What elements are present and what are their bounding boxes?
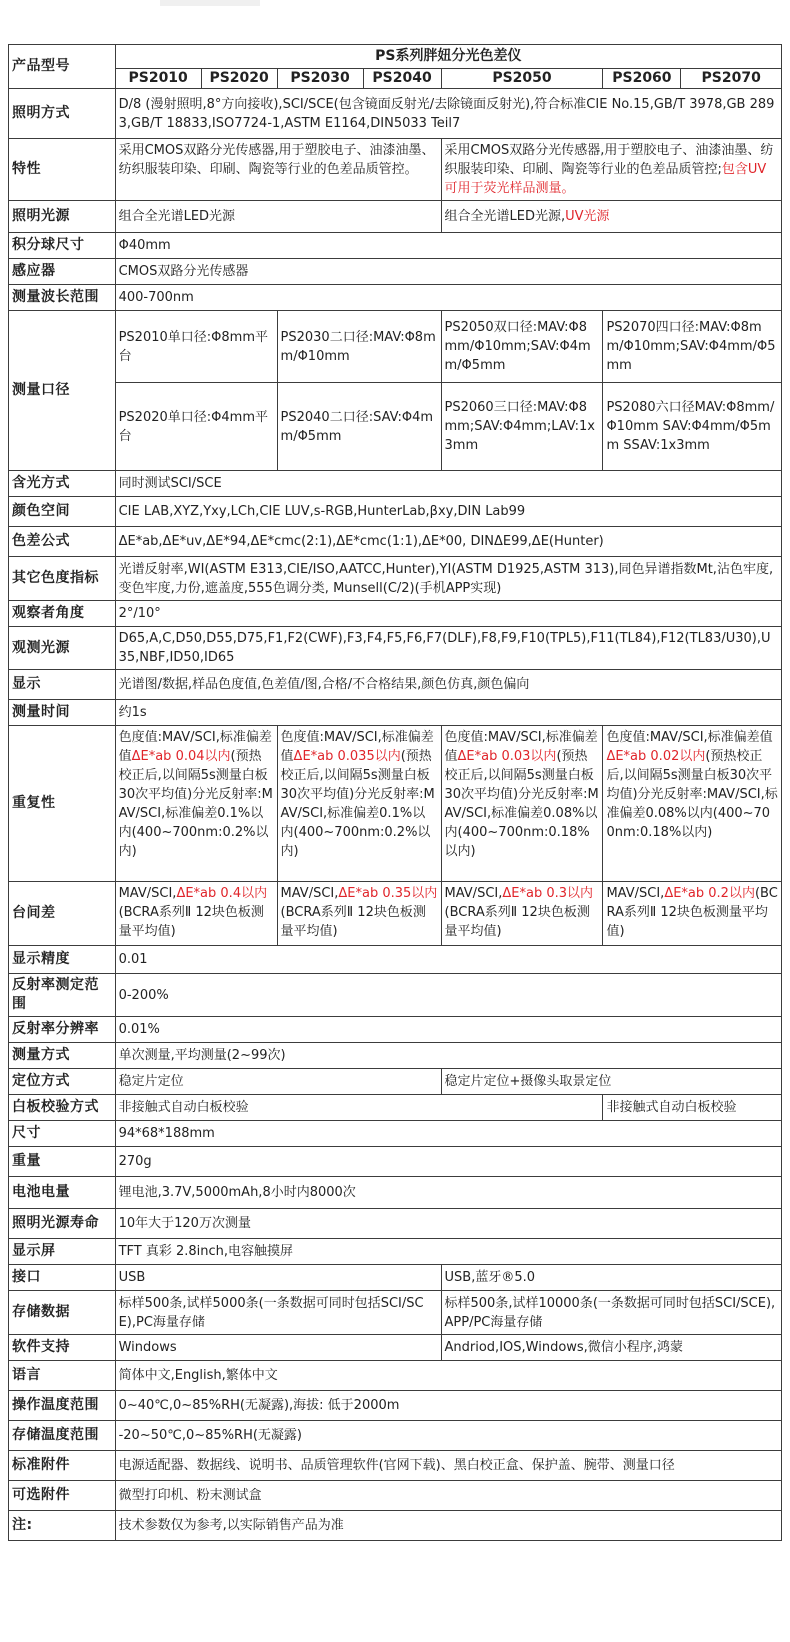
battery-label: 电池电量 xyxy=(9,1177,116,1209)
repeat-col1 xyxy=(115,726,277,882)
display-label: 显示 xyxy=(9,670,116,700)
refl-range-label: 反射率测定范围 xyxy=(9,974,116,1017)
feature-right-highlight: 包含UV可用于荧光样品测量。 xyxy=(444,162,767,196)
repeat-col3-pre: 色度值:MAV/SCI,标准偏差值 xyxy=(444,730,598,764)
feature-right xyxy=(441,139,781,201)
inter-col4-red: ΔE*ab 0.2以内 xyxy=(664,886,755,901)
sensor-value: CMOS双路分光传感器 xyxy=(115,259,781,285)
observer-label: 观察者角度 xyxy=(9,601,116,627)
note-value: 技术参数仅为参考,以实际销售产品为准 xyxy=(115,1511,781,1541)
aperture-ps2080: PS2080六口径MAV:Φ8mm/Φ10mm SAV:Φ4mm/Φ5mm SSAV:1x3mm xyxy=(603,383,782,471)
white-cal-label: 白板校验方式 xyxy=(9,1095,116,1121)
aperture-ps2020: PS2020单口径:Φ4mm平台 xyxy=(115,383,277,471)
light-mode-value: 同时测试SCI/SCE xyxy=(115,471,781,497)
aperture-label: 测量口径 xyxy=(9,311,116,471)
note-label: 注: xyxy=(9,1511,116,1541)
mode-value: 单次测量,平均测量(2~99次) xyxy=(115,1043,781,1069)
inter-col3-pre: MAV/SCI, xyxy=(444,886,503,901)
white-cal-right: 非接触式自动白板校验 xyxy=(603,1095,782,1121)
model-ps2070: PS2070 xyxy=(681,69,782,89)
repeat-col1-pre: 色度值:MAV/SCI,标准偏差值 xyxy=(118,730,272,764)
repeat-col4-pre: 色度值:MAV/SCI,标准偏差值 xyxy=(606,730,773,745)
model-ps2010: PS2010 xyxy=(115,69,201,89)
refl-res-value: 0.01% xyxy=(115,1017,781,1043)
std-acc-value: 电源适配器、数据线、说明书、品质管理软件(官网下载)、黑白校正盒、保护盖、腕带、测量口径 xyxy=(115,1451,781,1481)
other-value: 光谱反射率,WI(ASTM E313,CIE/ISO,AATCC,Hunter),YI(ASTM D1925,ASTM 313),同色异谱指数Mt,沾色牢度,变色牢度,力份,遮盖度,555色调分类, Munsell(C/2)(手机APP实现) xyxy=(115,557,781,601)
aperture-ps2010: PS2010单口径:Φ8mm平台 xyxy=(115,311,277,383)
op-temp-value: 0~40℃,0~85%RH(无凝露),海拔: 低于2000m xyxy=(115,1391,781,1421)
repeat-col2 xyxy=(277,726,441,882)
inter-col1-pre: MAV/SCI, xyxy=(118,886,177,901)
illuminant-label: 观测光源 xyxy=(9,627,116,670)
interface-label: 接口 xyxy=(9,1265,116,1291)
repeat-col2-red: ΔE*ab 0.035以内 xyxy=(293,749,401,764)
screen-label: 显示屏 xyxy=(9,1239,116,1265)
aperture-ps2060: PS2060三口径:MAV:Φ8mm;SAV:Φ4mm;LAV:1x3mm xyxy=(441,383,603,471)
position-right: 稳定片定位+摄像头取景定位 xyxy=(441,1069,781,1095)
precision-value: 0.01 xyxy=(115,946,781,974)
repeat-label: 重复性 xyxy=(9,726,116,882)
top-fragment xyxy=(160,0,260,6)
inter-col2-post: (BCRA系列Ⅱ 12块色板测量平均值) xyxy=(280,905,426,939)
light-source-right-text: 组合全光谱LED光源, xyxy=(444,209,566,224)
refl-res-label: 反射率分辨率 xyxy=(9,1017,116,1043)
display-value: 光谱图/数据,样品色度值,色差值/图,合格/不合格结果,颜色仿真,颜色偏向 xyxy=(115,670,781,700)
table-title: PS系列胖妞分光色差仪 xyxy=(115,45,781,69)
observer-value: 2°/10° xyxy=(115,601,781,627)
time-value: 约1s xyxy=(115,700,781,726)
model-ps2050: PS2050 xyxy=(441,69,603,89)
opt-acc-value: 微型打印机、粉末测试盒 xyxy=(115,1481,781,1511)
interface-left: USB xyxy=(115,1265,441,1291)
inter-label: 台间差 xyxy=(9,882,116,946)
inter-col1 xyxy=(115,882,277,946)
sphere-value: Φ40mm xyxy=(115,233,781,259)
screen-value: TFT 真彩 2.8inch,电容触摸屏 xyxy=(115,1239,781,1265)
lamp-life-value: 10年大于120万次测量 xyxy=(115,1209,781,1239)
model-ps2030: PS2030 xyxy=(277,69,363,89)
op-temp-label: 操作温度范围 xyxy=(9,1391,116,1421)
storage-right: 标样500条,试样10000条(一条数据可同时包括SCI/SCE),APP/PC海量存储 xyxy=(441,1291,781,1335)
light-source-left: 组合全光谱LED光源 xyxy=(115,201,441,233)
repeat-col4-red: ΔE*ab 0.02以内 xyxy=(606,749,706,764)
formula-value: ΔE*ab,ΔE*uv,ΔE*94,ΔE*cmc(2:1),ΔE*cmc(1:1),ΔE*00, DINΔE99,ΔE(Hunter) xyxy=(115,527,781,557)
formula-label: 色差公式 xyxy=(9,527,116,557)
aperture-ps2040: PS2040二口径:SAV:Φ4mm/Φ5mm xyxy=(277,383,441,471)
storage-left: 标样500条,试样5000条(一条数据可同时包括SCI/SCE),PC海量存储 xyxy=(115,1291,441,1335)
software-right: Andriod,IOS,Windows,微信小程序,鸿蒙 xyxy=(441,1335,781,1361)
precision-label: 显示精度 xyxy=(9,946,116,974)
inter-col4-post: (BCRA系列Ⅱ 12块色板测量平均值) xyxy=(606,886,778,939)
repeat-col1-post: (预热校正后,以间隔5s测量白板30次平均值)分光反射率:MAV/SCI,标准偏差0.1%以内(400~700nm:0.2%以内) xyxy=(118,749,273,859)
store-temp-value: -20~50℃,0~85%RH(无凝露) xyxy=(115,1421,781,1451)
color-space-label: 颜色空间 xyxy=(9,497,116,527)
battery-value: 锂电池,3.7V,5000mAh,8小时内8000次 xyxy=(115,1177,781,1209)
mode-label: 测量方式 xyxy=(9,1043,116,1069)
other-label: 其它色度指标 xyxy=(9,557,116,601)
interface-right: USB,蓝牙®5.0 xyxy=(441,1265,781,1291)
opt-acc-label: 可选附件 xyxy=(9,1481,116,1511)
light-mode-label: 含光方式 xyxy=(9,471,116,497)
inter-col1-post: (BCRA系列Ⅱ 12块色板测量平均值) xyxy=(118,905,264,939)
language-label: 语言 xyxy=(9,1361,116,1391)
inter-col4 xyxy=(603,882,782,946)
model-ps2060: PS2060 xyxy=(603,69,681,89)
inter-col4-pre: MAV/SCI, xyxy=(606,886,665,901)
repeat-col3 xyxy=(441,726,603,882)
model-label: 产品型号 xyxy=(9,45,116,89)
std-acc-label: 标准附件 xyxy=(9,1451,116,1481)
position-label: 定位方式 xyxy=(9,1069,116,1095)
inter-col1-red: ΔE*ab 0.4以内 xyxy=(176,886,268,901)
aperture-ps2030: PS2030二口径:MAV:Φ8mm/Φ10mm xyxy=(277,311,441,383)
spec-table xyxy=(8,44,782,1541)
aperture-ps2050: PS2050双口径:MAV:Φ8mm/Φ10mm;SAV:Φ4mm/Φ5mm xyxy=(441,311,603,383)
color-space-value: CIE LAB,XYZ,Yxy,LCh,CIE LUV,s-RGB,HunterLab,βxy,DIN Lab99 xyxy=(115,497,781,527)
weight-label: 重量 xyxy=(9,1147,116,1177)
inter-col2-red: ΔE*ab 0.35以内 xyxy=(338,886,438,901)
inter-col3-post: (BCRA系列Ⅱ 12块色板测量平均值) xyxy=(444,905,590,939)
white-cal-left: 非接触式自动白板校验 xyxy=(115,1095,603,1121)
model-ps2040: PS2040 xyxy=(363,69,441,89)
wavelength-label: 测量波长范围 xyxy=(9,285,116,311)
feature-left: 采用CMOS双路分光传感器,用于塑胶电子、油漆油墨、纺织服装印染、印刷、陶瓷等行业的色差品质管控。 xyxy=(115,139,441,201)
light-source-uv: UV光源 xyxy=(565,209,610,224)
software-label: 软件支持 xyxy=(9,1335,116,1361)
store-temp-label: 存储温度范围 xyxy=(9,1421,116,1451)
light-source-label: 照明光源 xyxy=(9,201,116,233)
wavelength-value: 400-700nm xyxy=(115,285,781,311)
inter-col2-pre: MAV/SCI, xyxy=(280,886,339,901)
light-source-right xyxy=(441,201,781,233)
inter-col2 xyxy=(277,882,441,946)
software-left: Windows xyxy=(115,1335,441,1361)
sensor-label: 感应器 xyxy=(9,259,116,285)
inter-col3 xyxy=(441,882,603,946)
lamp-life-label: 照明光源寿命 xyxy=(9,1209,116,1239)
repeat-col2-post: (预热校正后,以间隔5s测量白板30次平均值)分光反射率:MAV/SCI,标准偏差0.1%以内(400~700nm:0.2%以内) xyxy=(280,749,435,859)
illumination-label: 照明方式 xyxy=(9,89,116,139)
inter-col3-red: ΔE*ab 0.3以内 xyxy=(502,886,594,901)
storage-label: 存储数据 xyxy=(9,1291,116,1335)
feature-right-text: 采用CMOS双路分光传感器,用于塑胶电子、油漆油墨、纺织服装印染、印刷、陶瓷等行业的色差品质管控; xyxy=(444,143,774,177)
repeat-col2-pre: 色度值:MAV/SCI,标准偏差值 xyxy=(280,730,434,764)
illumination-value: D/8 (漫射照明,8°方向接收),SCI/SCE(包含镜面反射光/去除镜面反射光),符合标准CIE No.15,GB/T 3978,GB 2893,GB/T 18833,ISO7724-1,ASTM E1164,DIN5033 Teil7 xyxy=(115,89,781,139)
repeat-col3-post: (预热校正后,以间隔5s测量白板30次平均值)分光反射率:MAV/SCI,标准偏差0.08%以内(400~700nm:0.18%以内) xyxy=(444,749,599,859)
size-value: 94*68*188mm xyxy=(115,1121,781,1147)
size-label: 尺寸 xyxy=(9,1121,116,1147)
repeat-col4 xyxy=(603,726,782,882)
model-ps2020: PS2020 xyxy=(201,69,277,89)
illuminant-value: D65,A,C,D50,D55,D75,F1,F2(CWF),F3,F4,F5,F6,F7(DLF),F8,F9,F10(TPL5),F11(TL84),F12(TL83/U30),U35,NBF,ID50,ID65 xyxy=(115,627,781,670)
language-value: 简体中文,English,繁体中文 xyxy=(115,1361,781,1391)
repeat-col1-red: ΔE*ab 0.04以内 xyxy=(131,749,231,764)
feature-label: 特性 xyxy=(9,139,116,201)
repeat-col4-post: (预热校正后,以间隔5s测量白板30次平均值)分光反射率:MAV/SCI,标准偏差0.08%以内(400~700nm:0.18%以内) xyxy=(606,749,778,840)
repeat-col3-red: ΔE*ab 0.03以内 xyxy=(457,749,557,764)
refl-range-value: 0-200% xyxy=(115,974,781,1017)
weight-value: 270g xyxy=(115,1147,781,1177)
position-left: 稳定片定位 xyxy=(115,1069,441,1095)
sphere-label: 积分球尺寸 xyxy=(9,233,116,259)
time-label: 测量时间 xyxy=(9,700,116,726)
aperture-ps2070: PS2070四口径:MAV:Φ8mm/Φ10mm;SAV:Φ4mm/Φ5mm xyxy=(603,311,782,383)
